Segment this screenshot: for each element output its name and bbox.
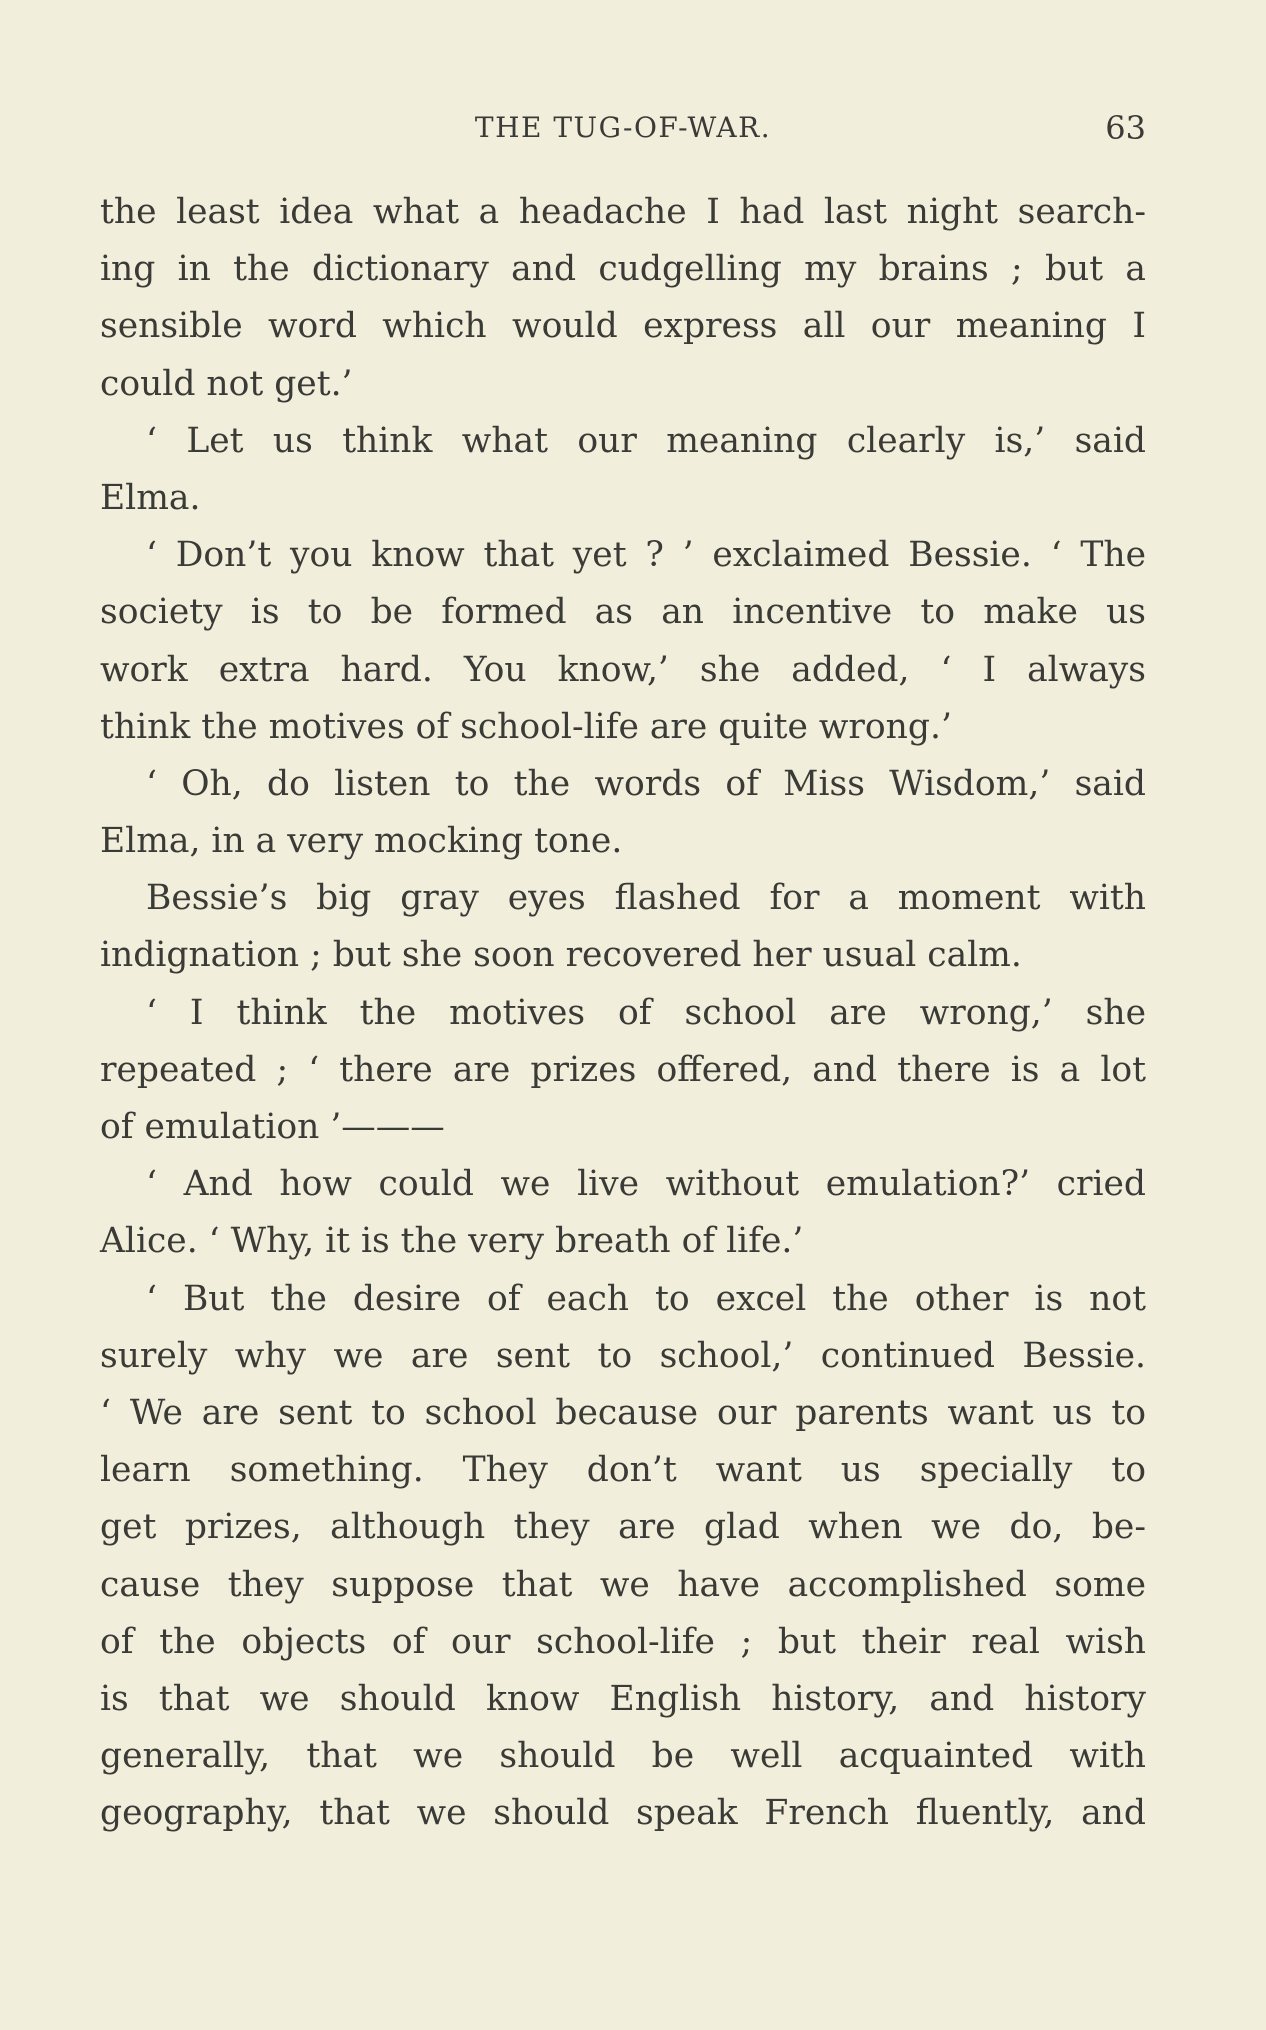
running-header <box>100 104 1146 152</box>
text-line: Elma. <box>100 477 201 518</box>
text-line: cause they suppose that we have accomplished some <box>100 1564 1146 1605</box>
text-line: sensible word which would express all our meaning I <box>100 306 1146 347</box>
text-line: indignation ; but she soon recovered her usual calm. <box>100 935 1022 976</box>
text-line: could not get.’ <box>100 363 353 404</box>
text-line: repeated ; ‘ there are prizes offered, and there is a lot <box>100 1049 1146 1090</box>
text-line: ‘ And how could we live without emulation?’ cried <box>146 1164 1146 1205</box>
text-line: Alice. ‘ Why, it is the very breath of life.’ <box>100 1221 804 1262</box>
text-line: Elma, in a very mocking tone. <box>100 821 623 862</box>
text-line: society is to be formed as an incentive to make us <box>100 592 1146 633</box>
text-line: of the objects of our school-life ; but their real wish <box>100 1621 1146 1662</box>
text-line: get prizes, although they are glad when we do, be- <box>100 1507 1146 1548</box>
text-line: geography, that we should speak French fluently, and <box>100 1793 1146 1834</box>
text-line: ing in the dictionary and cudgelling my brains ; but a <box>100 249 1146 290</box>
text-line: ‘ But the desire of each to excel the other is not <box>146 1278 1146 1319</box>
text-line: ‘ I think the motives of school are wrong,’ she <box>146 992 1146 1033</box>
text-line: ‘ Don’t you know that yet ? ’ exclaimed Bessie. ‘ The <box>146 535 1146 576</box>
text-line: ‘ Let us think what our meaning clearly is,’ said <box>146 420 1146 461</box>
text-line: generally, that we should be well acquainted with <box>100 1736 1146 1777</box>
text-line: surely why we are sent to school,’ continued Bessie. <box>100 1335 1146 1376</box>
text-line: learn something. They don’t want us specially to <box>100 1450 1146 1491</box>
running-title: THE TUG-OF-WAR. <box>474 111 772 144</box>
text-line: ‘ We are sent to school because our parents want us to <box>100 1392 1146 1433</box>
text-line: think the motives of school-life are quite wrong.’ <box>100 706 952 747</box>
text-line: the least idea what a headache I had last night search- <box>100 192 1146 232</box>
text-line: of emulation ’——— <box>100 1107 445 1147</box>
text-line: ‘ Oh, do listen to the words of Miss Wisdom,’ said <box>146 763 1146 804</box>
text-line: work extra hard. You know,’ she added, ‘ I always <box>100 649 1146 690</box>
text-line: is that we should know English history, and history <box>100 1678 1146 1719</box>
body-text <box>100 184 1146 1842</box>
page-number: 63 <box>1105 109 1146 147</box>
text-line: Bessie’s big gray eyes flashed for a moment with <box>146 878 1146 919</box>
